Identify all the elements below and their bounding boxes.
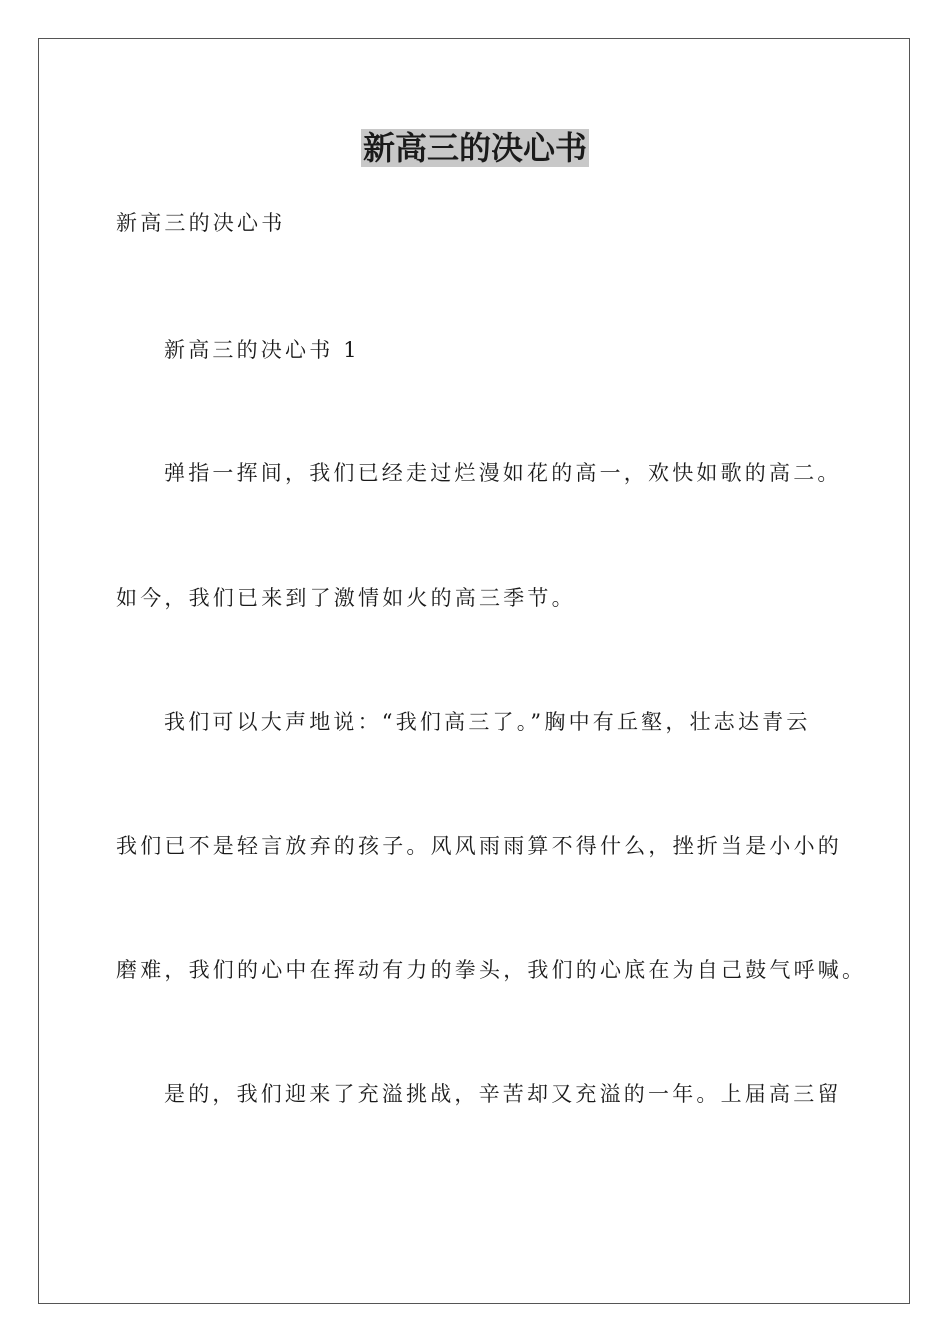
title-text: 新高三的决心书 (362, 129, 587, 167)
paragraph-line: 磨难，我们的心中在挥动有力的拳头，我们的心底在为自己鼓气呼喊。 (116, 958, 867, 982)
subtitle-line: 新高三的决心书 (116, 211, 286, 235)
paragraph-line: 弹指一挥间，我们已经走过烂漫如花的高一，欢快如歌的高二。 (164, 461, 842, 485)
paragraph-line: 如今，我们已来到了激情如火的高三季节。 (116, 586, 576, 610)
paragraph-line: 是的，我们迎来了充溢挑战，辛苦却又充溢的一年。上届高三留 (164, 1082, 842, 1106)
document-title (0, 126, 950, 170)
paragraph-line: 我们可以大声地说：“我们高三了。”胸中有丘壑，壮志达青云 (164, 710, 811, 734)
paragraph-line: 我们已不是轻言放弃的孩子。风风雨雨算不得什么，挫折当是小小的 (116, 834, 842, 858)
section-heading: 新高三的决心书 1 (164, 338, 360, 362)
